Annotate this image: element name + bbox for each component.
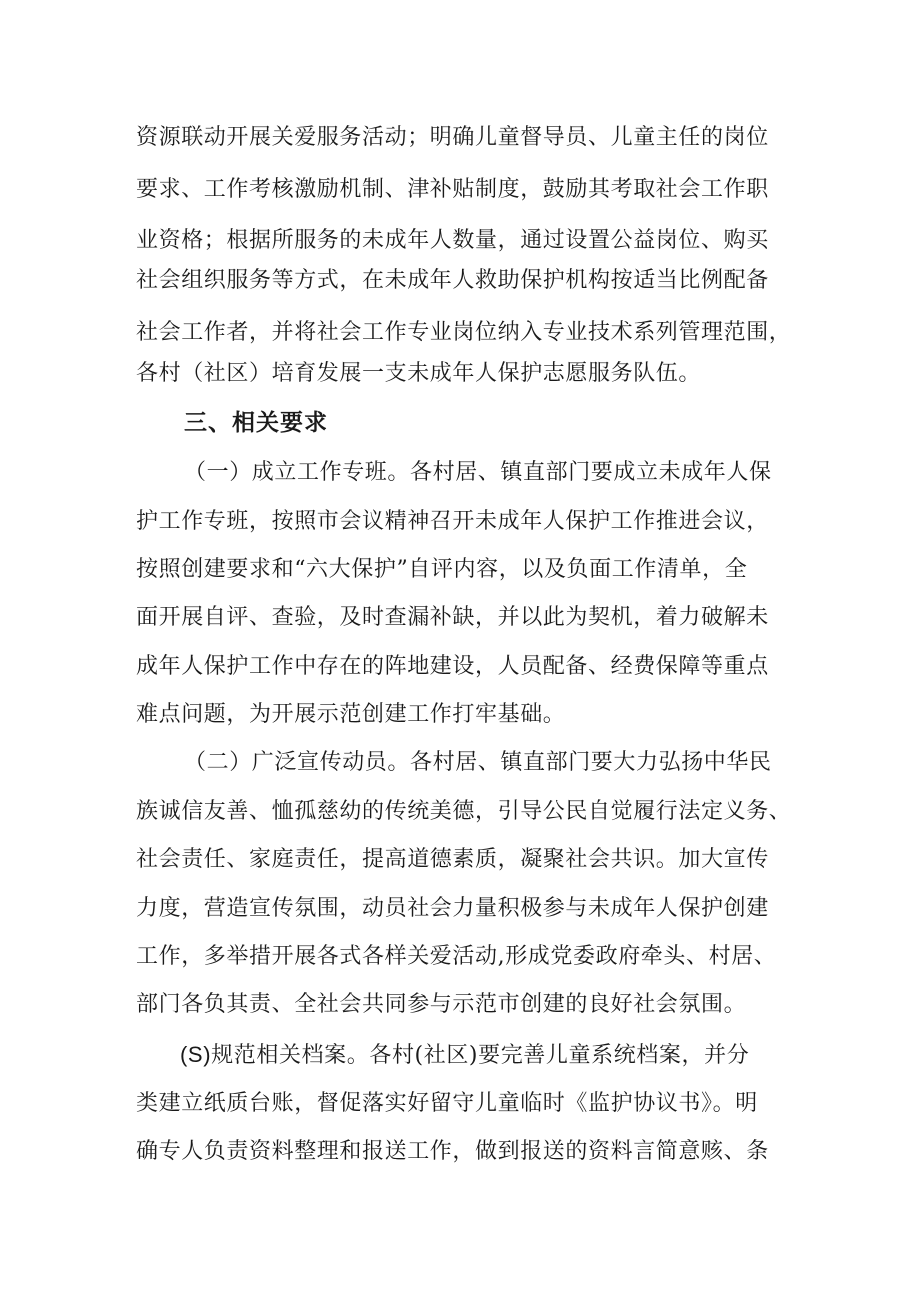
text-line: 各村（社区）培育发展一支未成年人保护志愿服务队伍。 [136, 361, 702, 386]
text-line: 确专人负责资料整理和报送工作，做到报送的资料言简意赅、条 [136, 1139, 769, 1164]
section-heading: 三、相关要求 [184, 410, 328, 436]
text-line: 工作，多举措开展各式各样关爱活动,形成党委政府牵头、村居、 [136, 944, 777, 969]
text-line: 面开展自评、查验，及时查漏补缺，并以此为契机，着力破解未 [136, 605, 769, 630]
text-line: （一）成立工作专班。各村居、镇直部门要成立未成年人保 [184, 460, 772, 485]
text-line: 族诚信友善、恤孤慈幼的传统美德，引导公民自觉履行法定义务、 [136, 799, 792, 824]
text-line: 业资格；根据所服务的未成年人数量，通过设置公益岗位、购买 [136, 228, 769, 253]
text-line [180, 1040, 840, 1071]
text-line: 要求、工作考核激励机制、津补贴制度，鼓励其考取社会工作职 [136, 177, 769, 202]
text-line: 社会工作者，并将社会工作专业岗位纳入专业技术系列管理范围， [136, 320, 792, 345]
text-line: 社会责任、家庭责任，提高道德素质，凝聚社会共识。加大宣传 [136, 847, 769, 872]
text-line: （二）广泛宣传动员。各村居、镇直部门要大力弘扬中华民 [184, 750, 772, 775]
item-3-marker: (S) [180, 1042, 212, 1067]
item-3-first-line: 规范相关档案。各村(社区)要完善儿童系统档案，并分 [211, 1043, 750, 1068]
text-line: 难点问题，为开展示范创建工作打牢基础。 [136, 702, 566, 727]
text-line: 力度，营造宣传氛围，动员社会力量积极参与未成年人保护创建 [136, 896, 769, 921]
text-line: 按照创建要求和“六大保护”自评内容，以及负面工作清单，全 [136, 557, 748, 582]
text-line: 成年人保护工作中存在的阵地建设，人员配备、经费保障等重点 [136, 654, 769, 679]
text-line: 类建立纸质台账，督促落实好留守儿童临时《监护协议书》。明 [136, 1091, 758, 1116]
text-line: 资源联动开展关爱服务活动；明确儿童督导员、儿童主任的岗位 [136, 125, 769, 150]
text-line: 社会组织服务等方式，在未成年人救助保护机构按适当比例配备 [136, 268, 769, 293]
text-line: 部门各负其责、全社会共同参与示范市创建的良好社会氛围。 [136, 992, 747, 1017]
text-line: 护工作专班，按照市会议精神召开未成年人保护工作推进会议， [136, 509, 769, 534]
